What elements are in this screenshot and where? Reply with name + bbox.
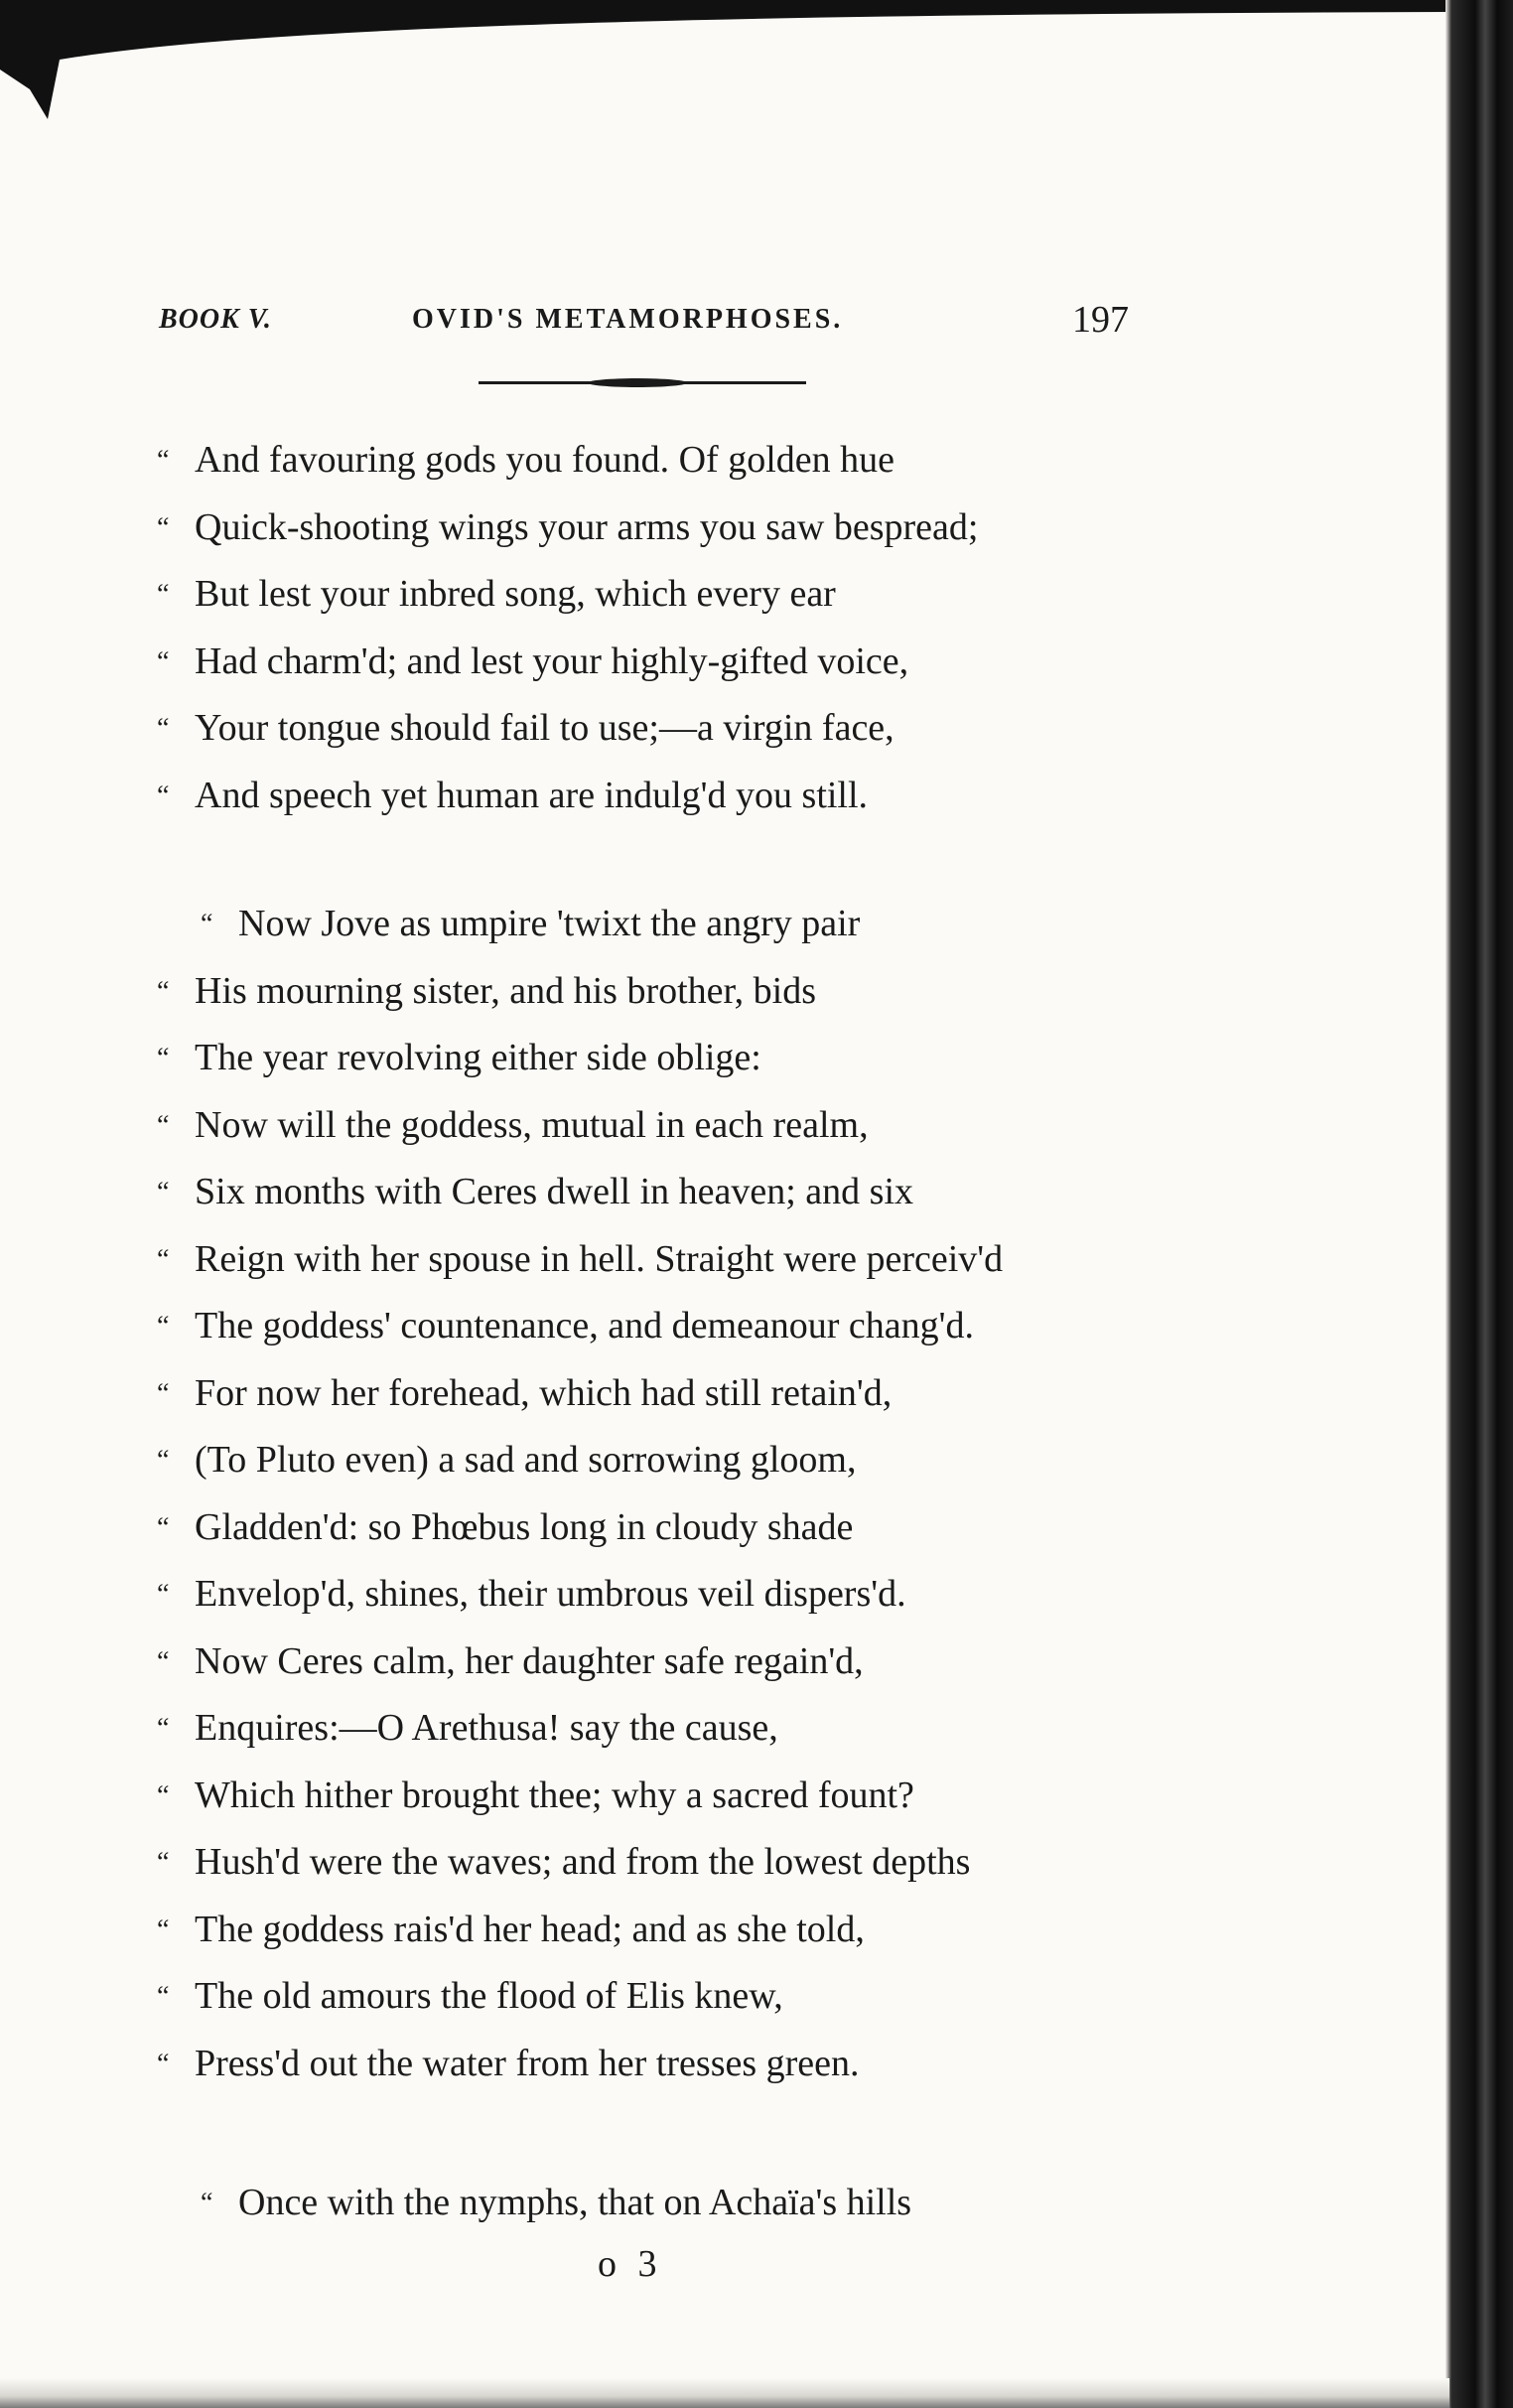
verse-line: “ The goddess rais'd her head; and as she told,	[157, 1897, 1003, 1964]
book-title: OVID'S METAMORPHOSES.	[412, 304, 844, 335]
verse-line: “ For now her forehead, which had still retain'd,	[157, 1360, 1003, 1428]
quote-mark: “	[157, 1913, 170, 1945]
quote-mark: “	[157, 1243, 170, 1275]
quote-mark: “	[157, 1445, 170, 1476]
verse-line: “ Enquires:—O Arethusa! say the cause,	[157, 1695, 1003, 1763]
quote-mark: “	[201, 909, 213, 939]
quote-mark: “	[157, 1713, 170, 1744]
page-bottom-edge	[0, 2378, 1449, 2408]
verse-line: “ But lest your inbred song, which every ear	[157, 561, 978, 629]
verse-line: “ The old amours the flood of Elis knew,	[157, 1963, 1003, 2031]
verse-line: “ The year revolving either side oblige:	[157, 1025, 1003, 1092]
verse-line: “ Your tongue should fail to use;—a virgin face,	[157, 695, 978, 763]
page-corner-shadow	[0, 0, 1449, 119]
quote-mark: “	[157, 1377, 170, 1409]
quote-mark: “	[157, 779, 170, 811]
quote-mark: “	[157, 1645, 170, 1677]
quote-mark: “	[157, 975, 170, 1007]
stanza-1	[157, 427, 978, 829]
verse-line: “ Six months with Ceres dwell in heaven; and six	[157, 1159, 1003, 1226]
verse-line: “ Envelop'd, shines, their umbrous veil dispers'd.	[157, 1561, 1003, 1629]
verse-line: “ And favouring gods you found. Of golden hue	[157, 427, 978, 495]
quote-mark: “	[157, 645, 170, 677]
quote-mark: “	[157, 1847, 170, 1878]
quote-mark: “	[157, 445, 170, 476]
quote-mark: “	[157, 1109, 170, 1141]
verse-line: “ (To Pluto even) a sad and sorrowing gloom,	[157, 1427, 1003, 1494]
verse-line: “ Once with the nymphs, that on Achaïa's hills	[157, 2170, 911, 2237]
verse-line: “ The goddess' countenance, and demeanour chang'd.	[157, 1293, 1003, 1360]
running-header	[159, 298, 1142, 348]
book-label: BOOK V.	[159, 304, 272, 335]
verse-line: “ Which hither brought thee; why a sacred fount?	[157, 1763, 1003, 1830]
verse-line: “ Had charm'd; and lest your highly-gifted voice,	[157, 629, 978, 696]
quote-mark: “	[201, 2188, 213, 2218]
quote-mark: “	[157, 511, 170, 543]
stanza-3	[157, 2170, 911, 2237]
quote-mark: “	[157, 1981, 170, 2012]
stanza-2	[157, 891, 1003, 2097]
header-rule	[479, 381, 806, 384]
verse-line: “ His mourning sister, and his brother, bids	[157, 958, 1003, 1026]
quote-mark: “	[157, 1311, 170, 1342]
quote-mark: “	[157, 1579, 170, 1610]
quote-mark: “	[157, 579, 170, 610]
verse-line: “ Quick-shooting wings your arms you saw bespread;	[157, 495, 978, 562]
quote-mark: “	[157, 1779, 170, 1811]
page-edge	[1445, 0, 1513, 2408]
quote-mark: “	[157, 2048, 170, 2079]
verse-line: “ Press'd out the water from her tresses green.	[157, 2031, 1003, 2098]
verse-line: “ Now will the goddess, mutual in each realm,	[157, 1092, 1003, 1160]
verse-line: “ Now Ceres calm, her daughter safe regain'd,	[157, 1629, 1003, 1696]
verse-line: “ Now Jove as umpire 'twixt the angry pair	[157, 891, 1003, 958]
quote-mark: “	[157, 713, 170, 744]
signature-mark: o 3	[598, 2243, 663, 2285]
verse-line: “ Hush'd were the waves; and from the lowest depths	[157, 1829, 1003, 1897]
verse-line: “ Gladden'd: so Phœbus long in cloudy shade	[157, 1494, 1003, 1562]
verse-line: “ Reign with her spouse in hell. Straight were perceiv'd	[157, 1226, 1003, 1294]
verse-line: “ And speech yet human are indulg'd you still.	[157, 763, 978, 830]
quote-mark: “	[157, 1177, 170, 1207]
quote-mark: “	[157, 1043, 170, 1073]
page-number: 197	[1072, 299, 1129, 341]
quote-mark: “	[157, 1511, 170, 1543]
